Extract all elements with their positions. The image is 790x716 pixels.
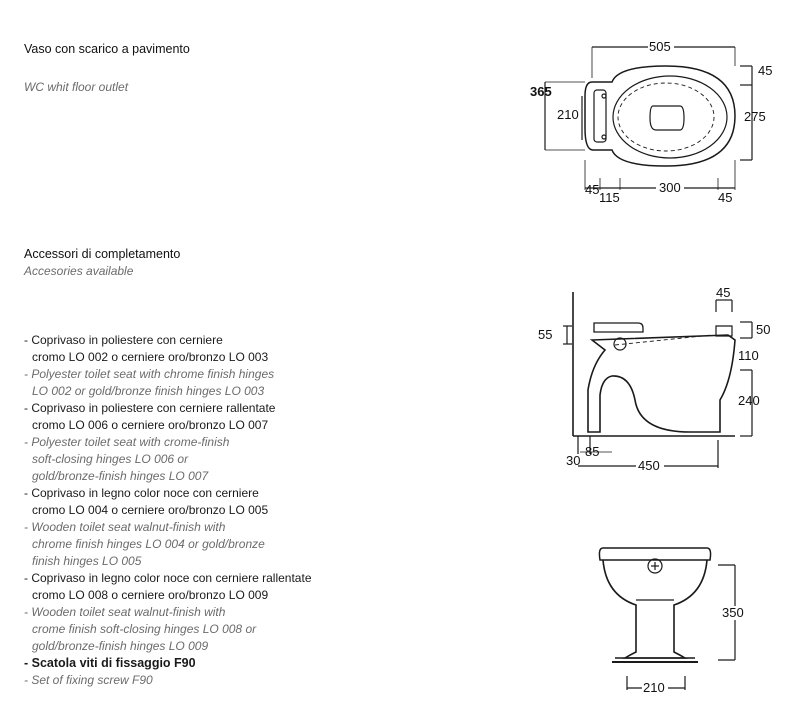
list-item: crome finish soft-closing hinges LO 008 or: [32, 622, 257, 636]
list-item: - Set of fixing screw F90: [24, 673, 153, 687]
dim-label: 505: [649, 39, 671, 54]
dim-label: 240: [738, 393, 760, 408]
list-item: chrome finish hinges LO 004 or gold/bronze: [32, 537, 265, 551]
list-item: - Polyester toilet seat with crome-finish: [24, 435, 230, 449]
list-item: finish hinges LO 005: [32, 554, 142, 568]
list-item: - Wooden toilet seat walnut-finish with: [24, 520, 226, 534]
top-view-dimensions: [530, 39, 772, 205]
front-view-drawing: [599, 548, 735, 690]
dim-label: 450: [638, 458, 660, 473]
dim-label: 55: [538, 327, 553, 342]
dim-label: 210: [643, 680, 665, 695]
section2-title: Accessori di completamento: [24, 247, 181, 261]
list-item: - Coprivaso in legno color noce con cerniere: [24, 486, 259, 500]
dim-label: 30: [566, 453, 581, 468]
list-item: - Coprivaso in legno color noce con cerniere rallentate: [24, 571, 312, 585]
list-item: cromo LO 008 o cerniere oro/bronzo LO 009: [32, 588, 269, 602]
dim-label: 85: [585, 444, 600, 459]
list-item: cromo LO 002 o cerniere oro/bronzo LO 003: [32, 350, 269, 364]
dim-label: 50: [756, 322, 771, 337]
dim-label: 45: [716, 285, 731, 300]
dim-label: 115: [599, 190, 620, 205]
front-view-dimensions: [642, 605, 748, 695]
dim-label: 110: [738, 348, 759, 363]
list-item: LO 002 or gold/bronze finish hinges LO 003: [32, 384, 265, 398]
list-item: soft-closing hinges LO 006 or: [32, 452, 189, 466]
dim-label: 210: [557, 107, 579, 122]
list-item: cromo LO 006 o cerniere oro/bronzo LO 007: [32, 418, 269, 432]
dim-label: 45: [718, 190, 733, 205]
list-item: - Polyester toilet seat with chrome finish hinges: [24, 367, 275, 381]
dim-label: 45: [758, 63, 773, 78]
dim-label: 45: [585, 182, 600, 197]
list-item: - Coprivaso in poliestere con cerniere rallentate: [24, 401, 276, 415]
list-item: - Wooden toilet seat walnut-finish with: [24, 605, 226, 619]
section1-title: Vaso con scarico a pavimento: [24, 42, 190, 56]
dim-label: 350: [722, 605, 744, 620]
list-item: cromo LO 004 o cerniere oro/bronzo LO 005: [32, 503, 269, 517]
section1-subtitle: WC whit floor outlet: [24, 80, 129, 94]
dim-label: 300: [659, 180, 681, 195]
dim-label: 365: [530, 84, 552, 99]
list-item: - Coprivaso in poliestere con cerniere: [24, 333, 223, 347]
list-item: gold/bronze-finish hinges LO 009: [32, 639, 209, 653]
section2-subtitle: Accesories available: [24, 264, 134, 278]
dim-label: 275: [744, 109, 766, 124]
side-view-drawing: [563, 292, 752, 468]
list-item: - Scatola viti di fissaggio F90: [24, 656, 196, 670]
list-item: gold/bronze-finish hinges LO 007: [32, 469, 209, 483]
